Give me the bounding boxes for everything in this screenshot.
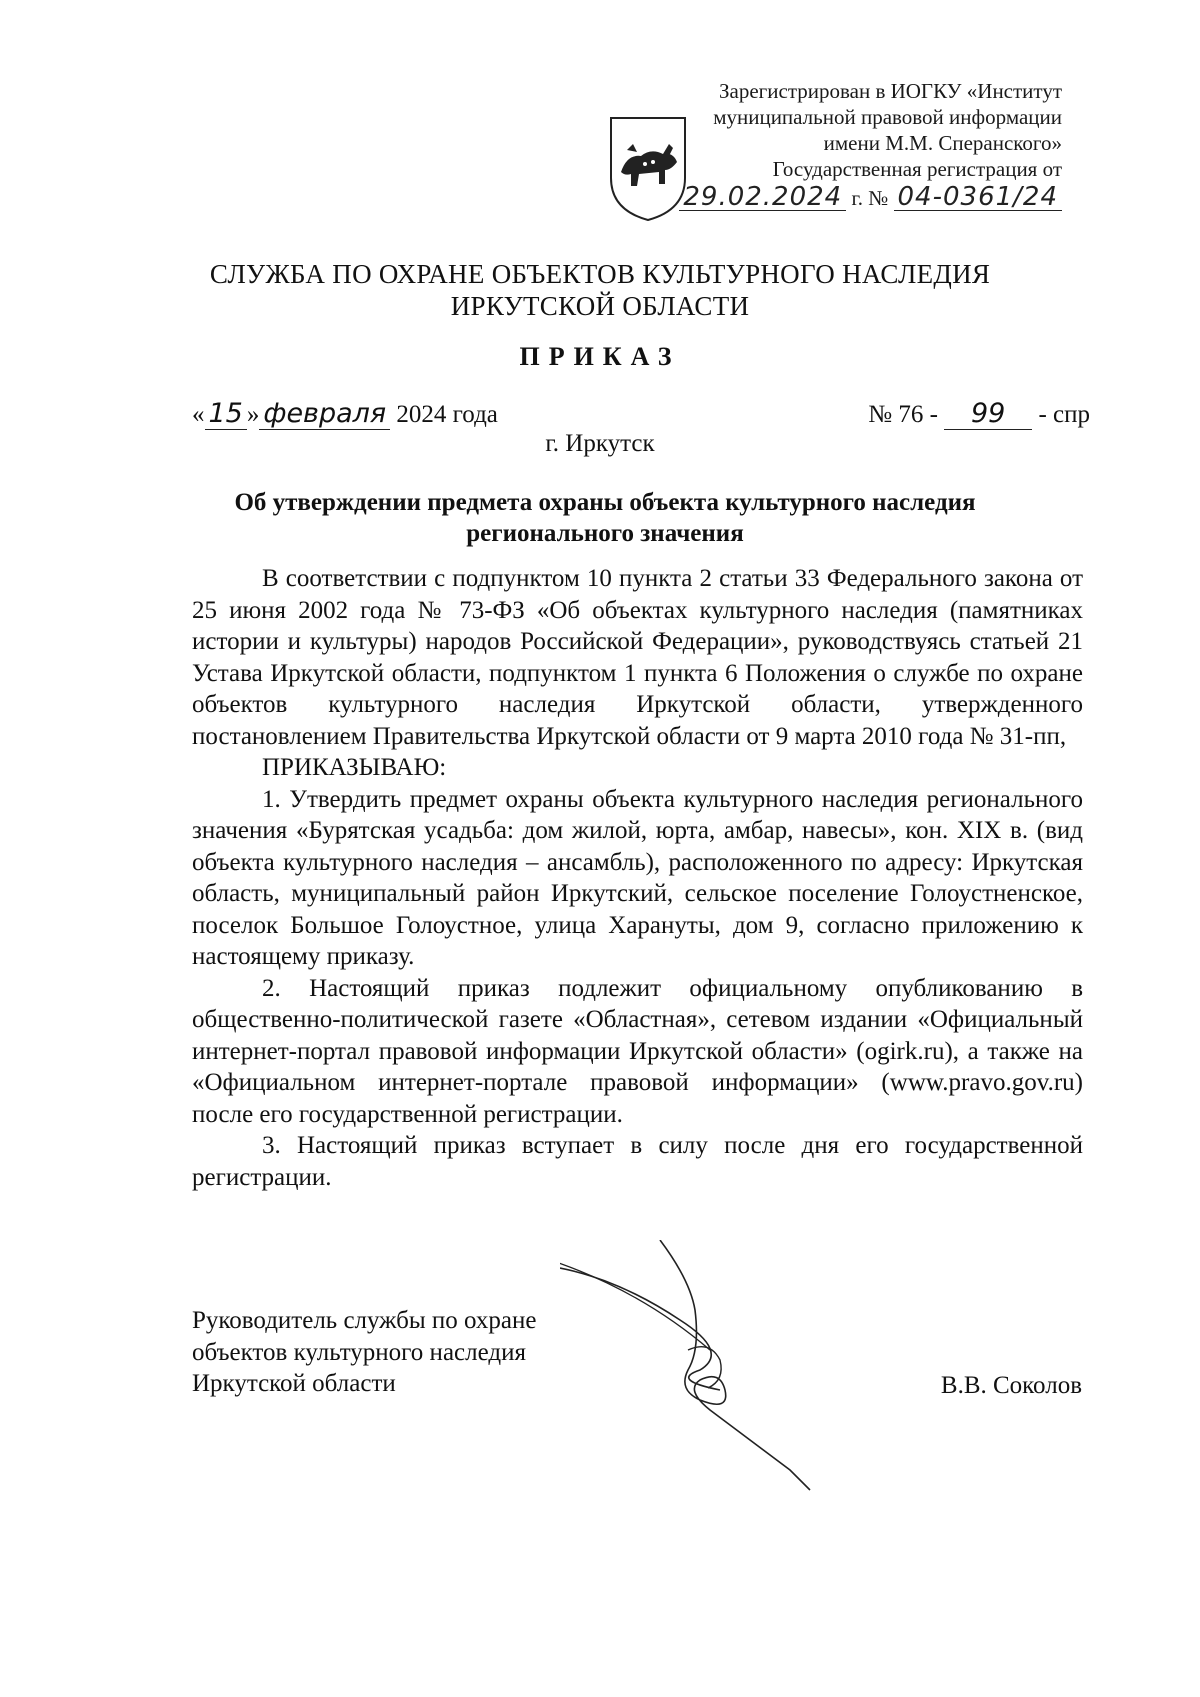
registration-line-1: Зарегистрирован в ИОГКУ «Институт — [718, 79, 1062, 103]
number-suffix: - спр — [1038, 401, 1090, 428]
date-open-quote: « — [192, 401, 205, 428]
subject-line-2: регионального значения — [466, 520, 744, 547]
body-item-2: 2. Настоящий приказ подлежит официальному опубликованию в общественно-политической газете «Областная», сетевом издании «Официальный интернет-портал правовой информации Иркутской области» (ogirk.ru), а также на «Официальном интернет-портале правовой информации» (www.pravo.gov.ru) после его государственной регистрации. — [192, 974, 1083, 1128]
signer-position-line-1: Руководитель службы по охране — [192, 1307, 537, 1334]
document-type-title: ПРИКАЗ — [519, 342, 681, 371]
signer-position-line-2: объектов культурного наследия — [192, 1338, 526, 1366]
registration-number-prefix: г. № — [851, 186, 889, 210]
registration-number: 04-0361/24 — [894, 184, 1062, 211]
signer-name: В.В. Соколов — [940, 1372, 1082, 1399]
document-subject — [190, 487, 1020, 549]
body-item-3: 3. Настоящий приказ вступает в силу после дня его государственной регистрации. — [192, 1132, 1083, 1191]
date-close-quote: » — [246, 401, 260, 428]
organization-line-2: ИРКУТСКОЙ ОБЛАСТИ — [450, 291, 750, 321]
signer-position-line-3: Иркутской области — [192, 1370, 396, 1397]
organization-line-1: СЛУЖБА ПО ОХРАНЕ ОБЪЕКТОВ КУЛЬТУРНОГО НАСЛЕДИЯ — [209, 259, 991, 289]
registration-line-4: Государственная регистрация от — [772, 157, 1062, 181]
registration-line-3: имени М.М. Сперанского» — [823, 131, 1062, 155]
organization-name — [0, 258, 1200, 322]
signature-block — [192, 1305, 536, 1400]
number-prefix: № 76 - — [868, 401, 938, 428]
body-preamble: В соответствии с подпунктом 10 пункта 2 статьи 33 Федерального закона от 25 июня 2002 года № 73-ФЗ «Об объектах культурного наследия (памятниках истории и культуры) народов Российской Федерации», руководствуясь статьей 21 Устава Иркутской области, подпунктом 1 пункта 6 Положения о службе по охране объектов культурного наследия Иркутской области, утвержденного постановлением Правительства Иркутской области от 9 марта 2010 года № 31-пп, — [192, 565, 1083, 750]
coat-of-arms-icon — [607, 114, 689, 224]
date-year: 2024 года — [396, 401, 498, 428]
registration-stamp — [679, 78, 1062, 211]
registration-line-2: муниципальной правовой информации — [713, 105, 1062, 129]
body-order-word: ПРИКАЗЫВАЮ: — [262, 754, 447, 781]
document-body — [192, 563, 1083, 1193]
document-date — [192, 398, 498, 430]
registration-date-number-row — [679, 184, 1062, 211]
document-number — [868, 398, 1090, 430]
date-month: февраля — [259, 398, 390, 430]
registration-date: 29.02.2024 — [679, 184, 846, 211]
number-value: 99 — [944, 398, 1032, 430]
subject-line-1: Об утверждении предмета охраны объекта культурного наследия — [234, 489, 976, 516]
date-day: 15 — [205, 398, 247, 430]
document-city: г. Иркутск — [545, 430, 655, 457]
handwritten-signature — [560, 1240, 880, 1520]
body-item-1: 1. Утвердить предмет охраны объекта культурного наследия регионального значения «Бурятская усадьба: дом жилой, юрта, амбар, навесы», кон. XIX в. (вид объекта культурного наследия – ансамбль), расположенного по адресу: Иркутская область, муниципальный район Иркутский, сельское поселение Голоустненское, поселок Большое Голоустное, улица Харануты, дом 9, согласно приложению к настоящему приказу. — [192, 785, 1083, 970]
